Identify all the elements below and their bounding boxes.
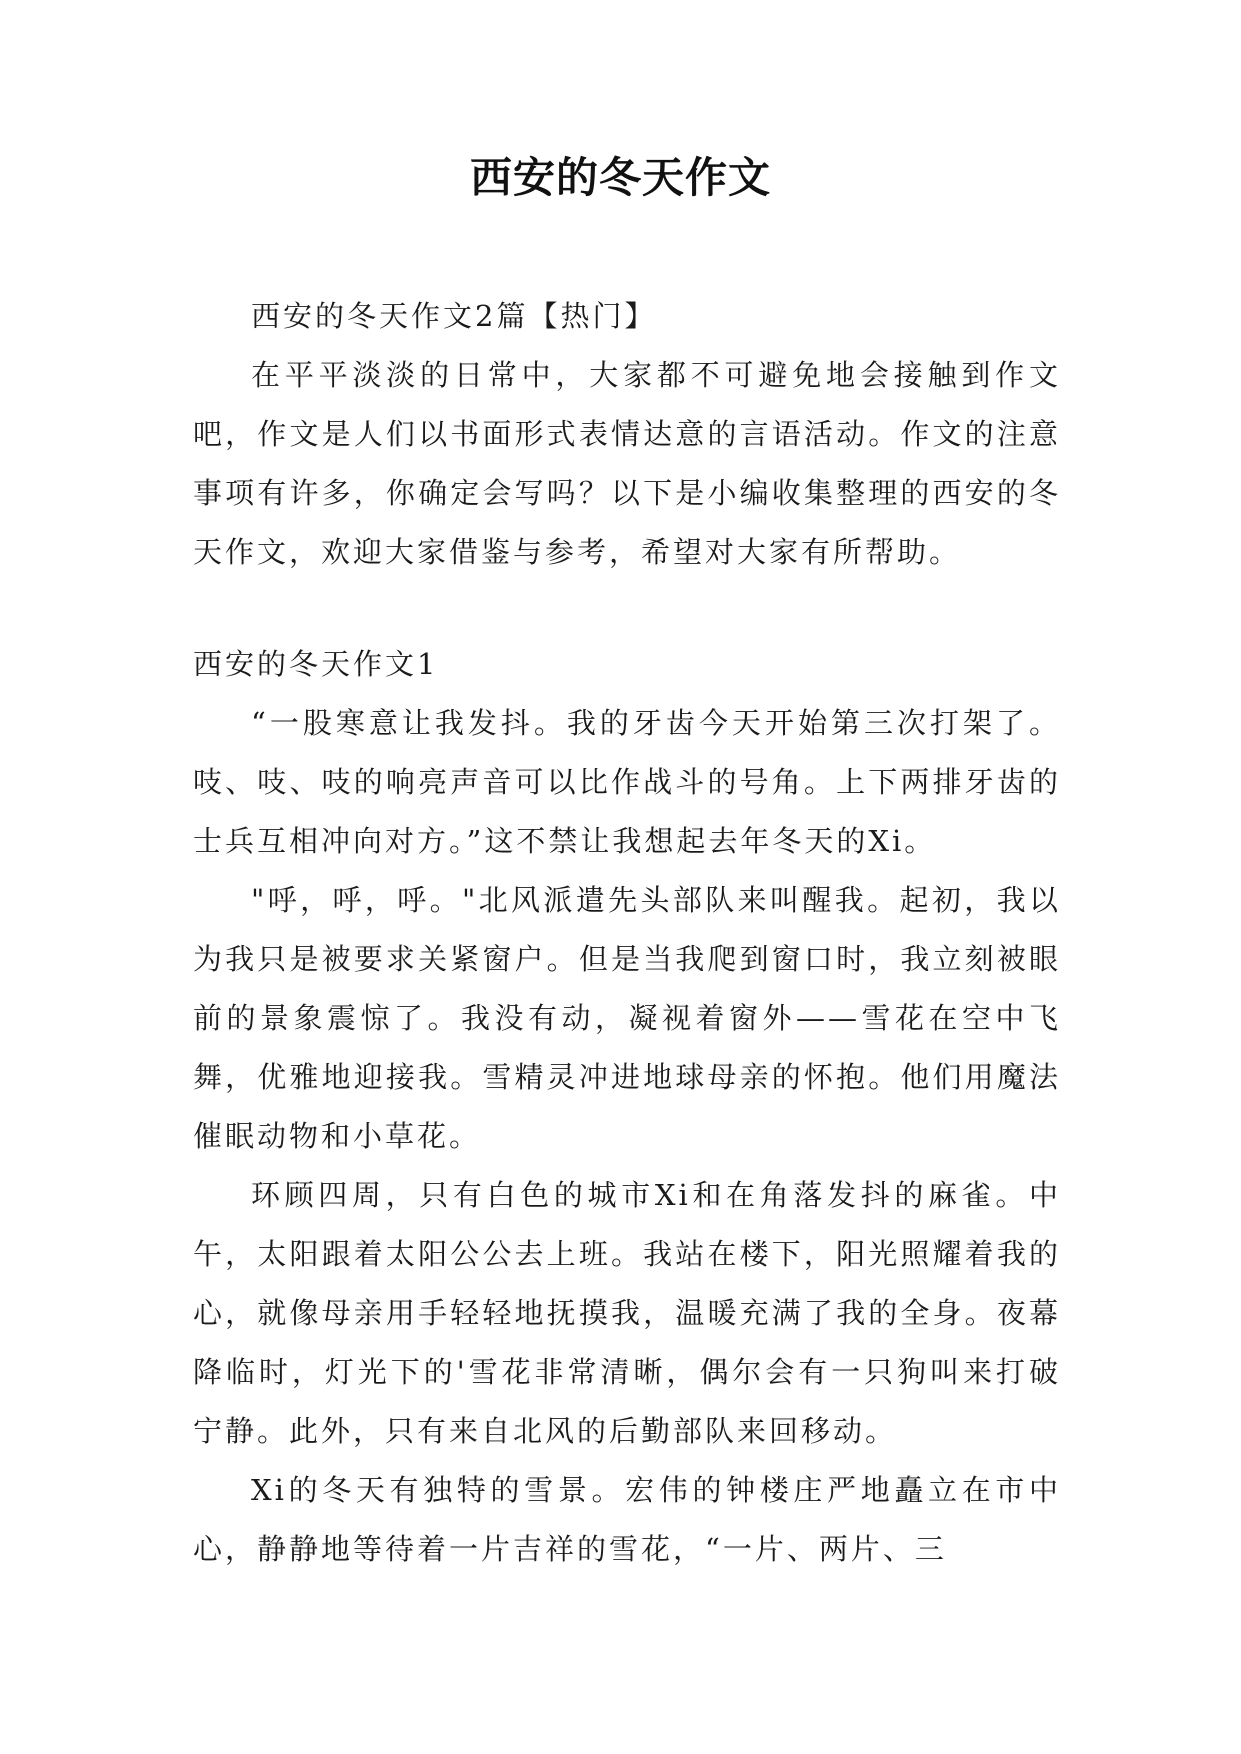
intro-paragraph: 在平平淡淡的日常中，大家都不可避免地会接触到作文吧，作文是人们以书面形式表情达意的言语活动。作文的注意事项有许多，你确定会写吗？以下是小编收集整理的西安的冬天作文，欢迎大家借鉴与参考，希望对大家有所帮助。 (193, 358, 1061, 569)
paragraph: “一股寒意让我发抖。我的牙齿今天开始第三次打架了。吱、吱、吱的响亮声音可以比作战斗的号角。上下两排牙齿的士兵互相冲向对方。”这不禁让我想起去年冬天的Xi。 (193, 706, 1061, 858)
paragraph: 环顾四周，只有白色的城市Xi和在角落发抖的麻雀。中午，太阳跟着太阳公公去上班。我站在楼下，阳光照耀着我的心，就像母亲用手轻轻地抚摸我，温暖充满了我的全身。夜幕降临时，灯光下的'雪花非常清晰，偶尔会有一只狗叫来打破宁静。此外，只有来自北风的后勤部队来回移动。 (193, 1178, 1061, 1448)
paragraph: Xi的冬天有独特的雪景。宏伟的钟楼庄严地矗立在市中心，静静地等待着一片吉祥的雪花，“一片、两片、三 (193, 1473, 1061, 1566)
document-title: 西安的冬天作文 (469, 153, 771, 202)
intro-block (193, 287, 1061, 582)
intro-subtitle: 西安的冬天作文2篇【热门】 (251, 299, 657, 333)
section-heading: 西安的冬天作文1 (193, 647, 439, 681)
paragraph: "呼，呼，呼。"北风派遣先头部队来叫醒我。起初，我以为我只是被要求关紧窗户。但是当我爬到窗口时，我立刻被眼前的景象震惊了。我没有动，凝视着窗外——雪花在空中飞舞，优雅地迎接我。雪精灵冲进地球母亲的怀抱。他们用魔法催眠动物和小草花。 (193, 883, 1061, 1153)
essay-section-1 (193, 635, 1061, 1579)
